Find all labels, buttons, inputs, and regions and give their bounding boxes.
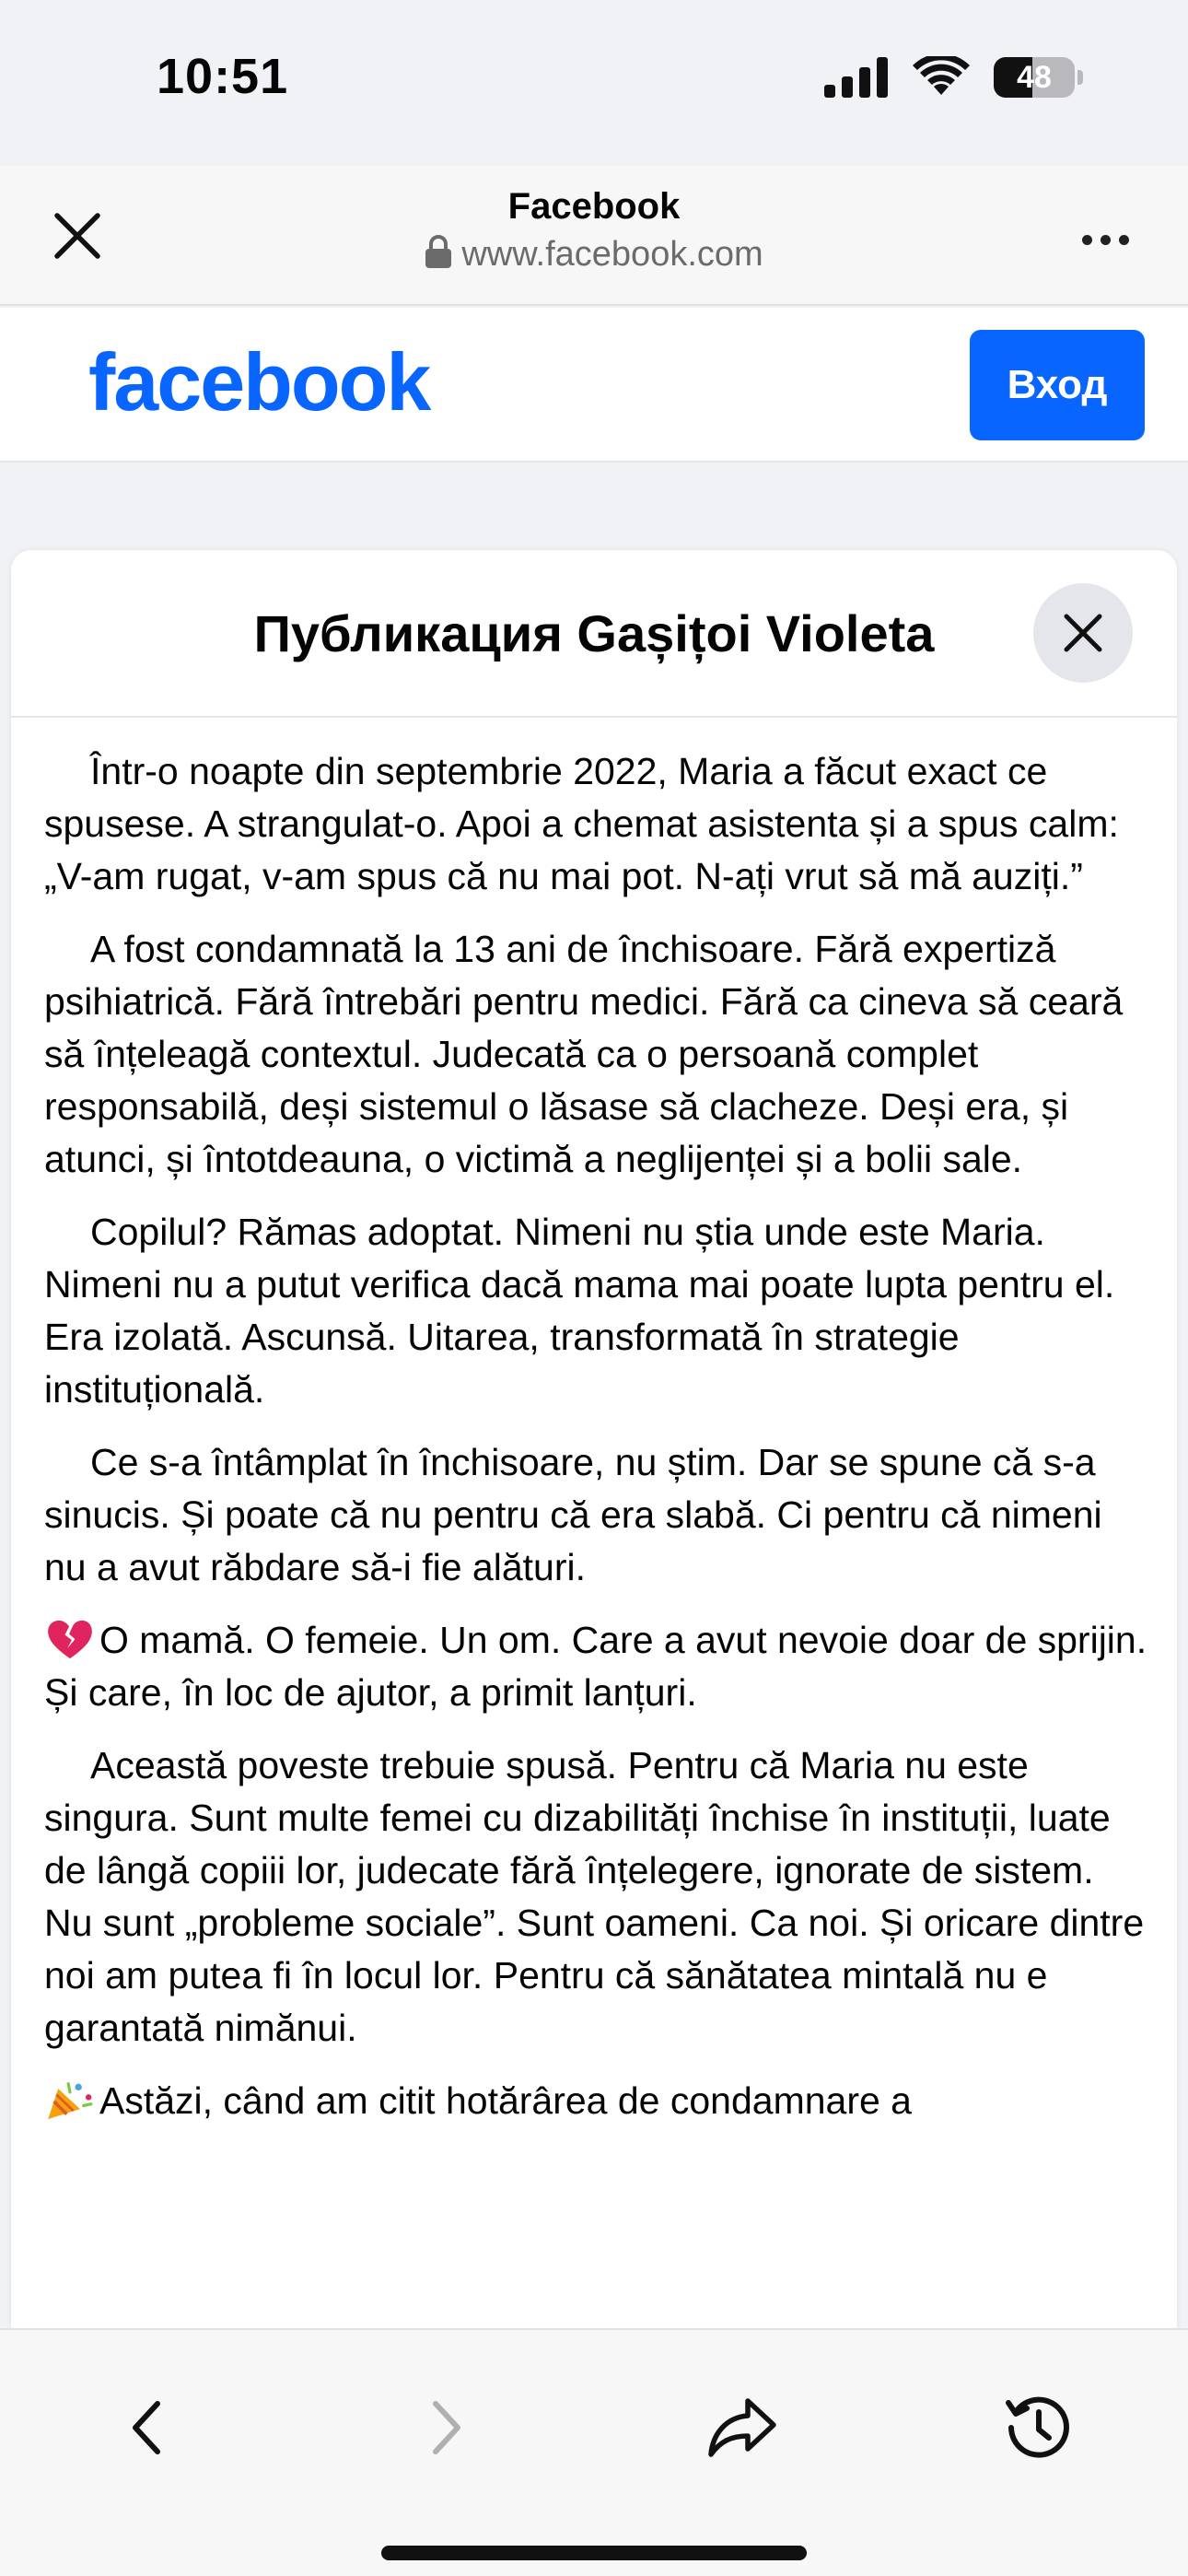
lock-icon [425, 234, 452, 269]
browser-toolbar [0, 2328, 1188, 2576]
post-paragraph: Într-o noapte din septembrie 2022, Maria a făcut exact ce spusese. A strangulat-o. Apoi a chemat asistenta și a spus calm: „V-am rugat, v-am spus că nu mai pot. N-ați vrut să mă auziți.” [44, 750, 1119, 897]
wifi-icon [913, 56, 970, 99]
post-paragraph: Astăzi, când am citit hotărârea de condamnare a [44, 2075, 1149, 2127]
url-text: www.facebook.com [461, 235, 763, 274]
home-indicator[interactable] [381, 2546, 807, 2560]
post-paragraph: O mamă. O femeie. Un om. Care a avut nevoie doar de sprijin. Și care, în loc de ajutor, a primit lanțuri. [44, 1619, 1147, 1714]
back-button[interactable] [101, 2382, 193, 2474]
modal-close-button[interactable] [1033, 583, 1133, 683]
history-button[interactable] [993, 2382, 1085, 2474]
facebook-logo[interactable]: facebook [88, 336, 430, 427]
post-text [44, 745, 1149, 2148]
cellular-signal-icon [824, 57, 889, 98]
more-icon[interactable] [1068, 221, 1142, 258]
post-paragraph: Această poveste trebuie spusă. Pentru că Maria nu este singura. Sunt multe femei cu dizabilități închise în instituții, luate de lângă copiii lor, judecate fără înțelegere, ignorate de sistem. Nu sunt „probleme sociale”. Sunt oameni. Ca noi. Și oricare dintre noi am putea fi în locul lor. Pentru că sănătatea mintală nu e garantată nimănui. [44, 1744, 1145, 2049]
modal-header [11, 550, 1177, 718]
broken-heart-icon [44, 1620, 96, 1660]
battery-nub [1077, 70, 1083, 85]
status-bar [0, 0, 1188, 166]
history-icon [1003, 2392, 1075, 2464]
browser-bar [0, 166, 1188, 306]
login-button[interactable]: Вход [970, 330, 1145, 440]
party-popper-icon [44, 2080, 96, 2121]
modal-title: Публикация Gașițoi Violeta [253, 604, 935, 662]
battery-icon [994, 57, 1075, 98]
browser-title: Facebook [507, 186, 681, 227]
post-paragraph: Ce s-a întâmplat în închisoare, nu știm. Dar se spune că s-a sinucis. Și poate că nu pentru că era slabă. Ci pentru că nimeni nu a avut răbdare să-i fie alături. [44, 1441, 1102, 1588]
status-time: 10:51 [157, 49, 289, 104]
fb-header [0, 308, 1188, 463]
forward-arrow-icon [423, 2398, 469, 2457]
share-button[interactable] [696, 2382, 788, 2474]
forward-button[interactable] [400, 2382, 492, 2474]
battery-level: 48 [1017, 59, 1052, 95]
back-arrow-icon [124, 2398, 170, 2457]
post-paragraph: Copilul? Rămas adoptat. Nimeni nu știa unde este Maria. Nimeni nu a putut verifica dacă mama mai poate lupta pentru el. Era izolată. Ascunsă. Uitarea, transformată în strategie instituțională. [44, 1211, 1115, 1411]
post-modal [11, 550, 1177, 2328]
browser-url[interactable] [0, 234, 1188, 275]
share-icon [705, 2395, 779, 2460]
post-paragraph: A fost condamnată la 13 ani de închisoare. Fără expertiză psihiatrică. Fără întrebări pentru medici. Fără ca cineva să ceară să înțeleagă contextul. Judecată ca o persoană complet responsabilă, deși sistemul o lăsase să clacheze. Deși era, și atunci, și întotdeauna, o victimă a neglijenței și a bolii sale. [44, 928, 1124, 1180]
status-icons [824, 55, 1083, 100]
close-icon [1063, 613, 1103, 653]
